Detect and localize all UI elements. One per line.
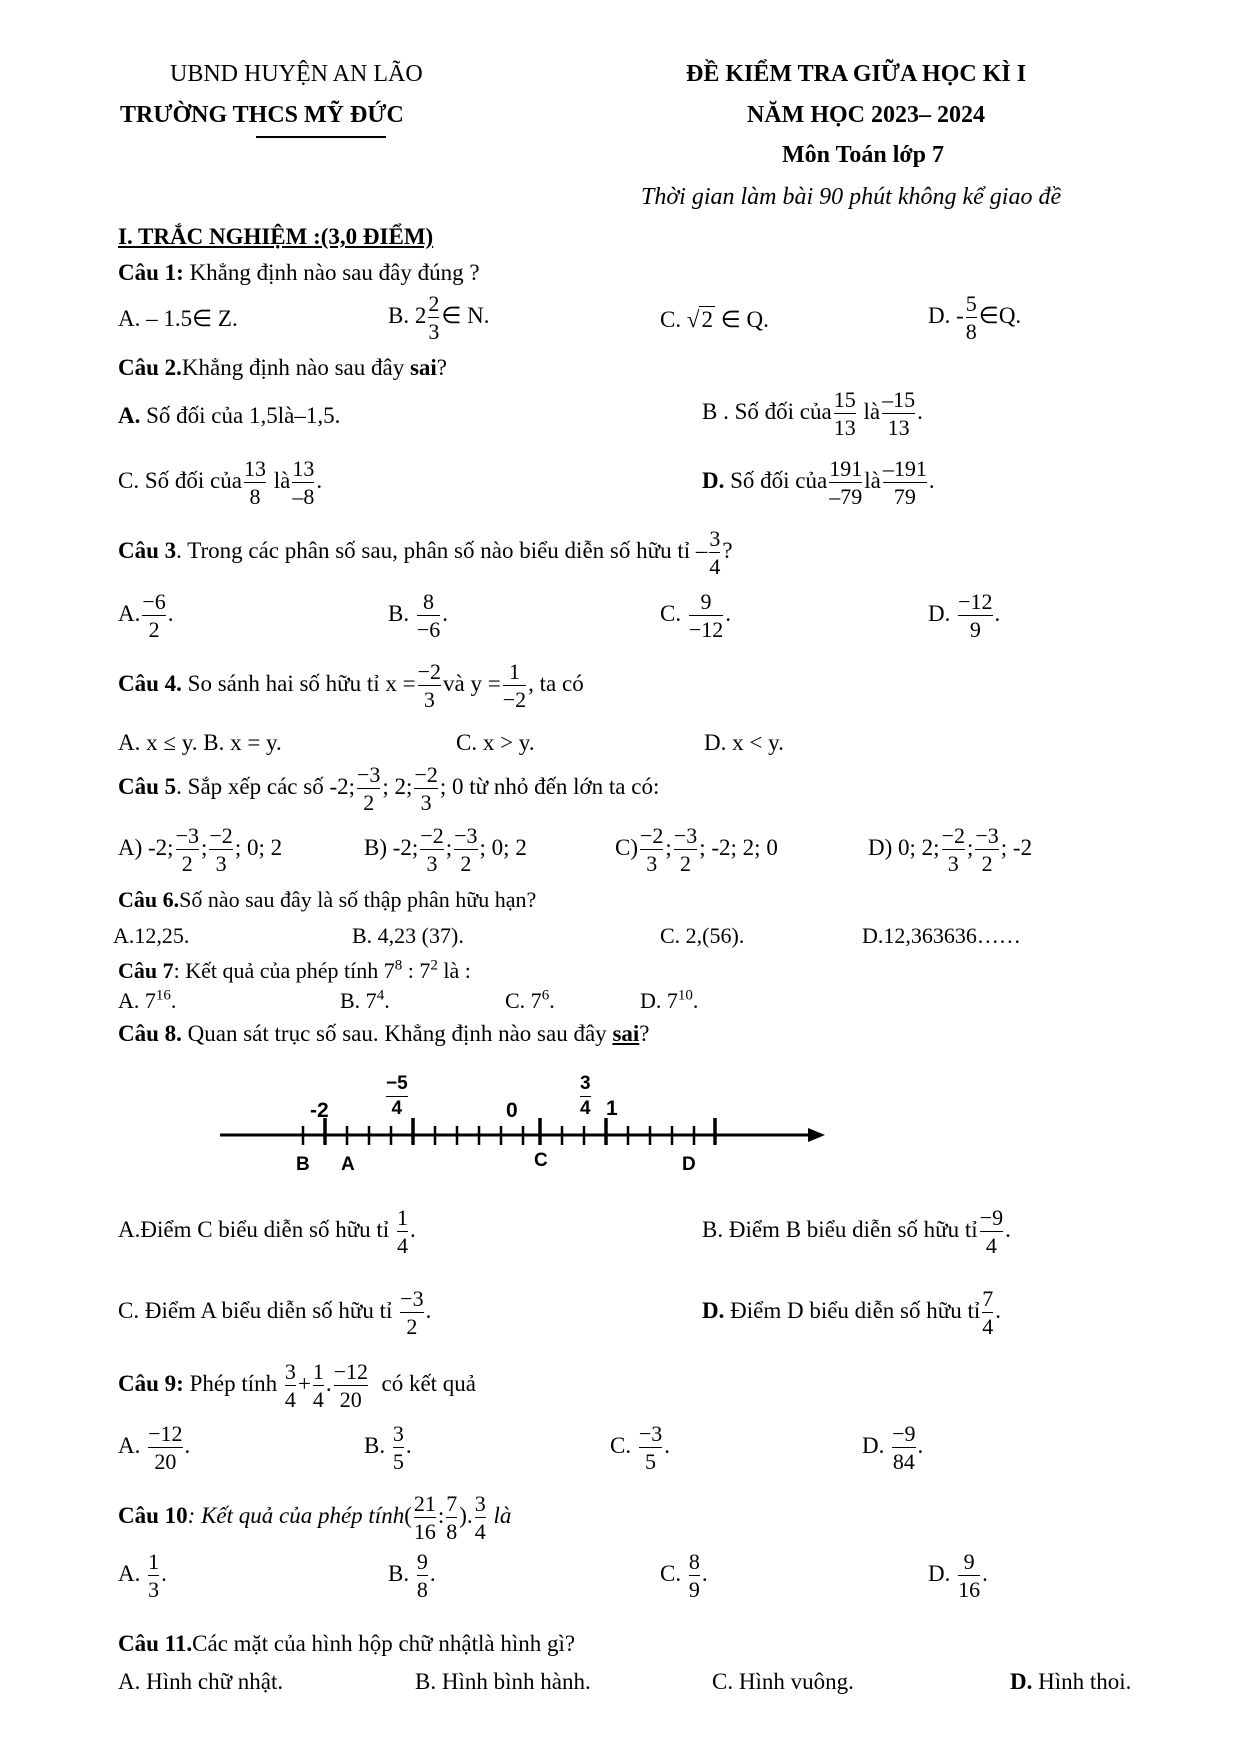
- q1-option-d: D. - $\frac{5}{8}$ ∈Q.: [928, 291, 1022, 345]
- number-line-arrow: [808, 1128, 825, 1142]
- q4-option-c: C. x > y.: [456, 730, 535, 755]
- axis-label-zero: 0: [506, 1099, 518, 1122]
- exam-title: ĐỀ KIỂM TRA GIỮA HỌC KÌ I: [686, 61, 1027, 87]
- q4-option-ab: A. x ≤ y. B. x = y.: [118, 730, 282, 755]
- q7-option-a: A. $7^{16}$.: [118, 987, 177, 1013]
- q5-option-b: B) -2; $\frac{-2}{3}$ ; $\frac{-3}{2}$ ; 0; 2: [364, 823, 527, 877]
- axis-point-D: D: [682, 1154, 696, 1175]
- q2-question: Câu 2.Khẳng định nào sau đây sai?: [118, 355, 448, 380]
- q9-option-c: C. $\frac{-3}{5}$ .: [610, 1421, 671, 1475]
- axis-label-3-4: $\frac{3}{4}$: [580, 1073, 591, 1119]
- q4-option-d: D. x < y.: [704, 730, 784, 755]
- q8-option-c: C. Điểm A biểu diễn số hữu tỉ $\frac{-3}{2}$ .: [118, 1286, 432, 1340]
- q3-question: Câu 3. Trong các phân số sau, phân số nào biểu diễn số hữu tỉ – $\frac{3}{4}$ ?: [118, 526, 733, 580]
- q10-option-b: B. $\frac{9}{8}$ .: [388, 1549, 436, 1603]
- district-name: UBND HUYỆN AN LÃO: [170, 61, 423, 87]
- axis-label-minus-2: -2: [310, 1099, 329, 1122]
- q1-option-a: A. – 1.5∈ Z.: [118, 306, 238, 331]
- q4-question: Câu 4. So sánh hai số hữu tỉ x = $\frac{-2}{3}$ và y = $\frac{1}{-2}$ , ta có: [118, 659, 584, 713]
- q7-option-b: B. $7^4$.: [340, 987, 390, 1013]
- q10-option-c: C. $\frac{8}{9}$ .: [660, 1549, 708, 1603]
- q9-option-d: D. $\frac{-9}{84}$ .: [862, 1421, 924, 1475]
- axis-point-A: A: [341, 1154, 355, 1175]
- q11-option-b: B. Hình bình hành.: [415, 1669, 591, 1694]
- q1-question: Câu 1: Khẳng định nào sau đây đúng ?: [118, 260, 480, 285]
- school-year: NĂM HỌC 2023– 2024: [747, 102, 985, 128]
- q6-option-c: C. 2,(56).: [660, 923, 745, 948]
- q2-option-d: D. Số đối của $\frac{191}{-79}$ là $\frac{-191}{79}$ .: [702, 456, 935, 510]
- q5-option-d: D) 0; 2; $\frac{-2}{3}$ ; $\frac{-3}{2}$ ; -2: [868, 823, 1033, 877]
- q2-option-c: C. Số đối của $\frac{13}{8}$ là $\frac{13}{-8}$ .: [118, 456, 323, 510]
- q11-option-d: D. Hình thoi.: [1010, 1669, 1132, 1694]
- q3-option-a: A. $\frac{-6}{2}$ .: [118, 589, 174, 643]
- q10-option-d: D. $\frac{9}{16}$ .: [928, 1549, 988, 1603]
- axis-label-one: 1: [606, 1097, 618, 1120]
- q9-option-a: A. $\frac{-12}{20}$ .: [118, 1421, 191, 1475]
- q8-option-b: B. Điểm B biểu diễn số hữu tỉ $\frac{-9}{4}$ .: [702, 1205, 1011, 1259]
- q6-option-d: D.12,363636……: [862, 923, 1021, 948]
- q8-option-d: D. Điểm D biểu diễn số hữu tỉ $\frac{7}{4}$ .: [702, 1286, 1001, 1340]
- q3-option-c: C. $\frac{9}{-12}$ .: [660, 589, 732, 643]
- q6-question: Câu 6.Số nào sau đây là số thập phân hữu hạn?: [118, 887, 537, 912]
- q11-option-c: C. Hình vuông.: [712, 1669, 854, 1694]
- q9-option-b: B. $\frac{3}{5}$ .: [364, 1421, 412, 1475]
- q10-option-a: A. $\frac{1}{3}$ .: [118, 1549, 167, 1603]
- q3-option-b: B. $\frac{8}{-6}$ .: [388, 589, 449, 643]
- q1-option-b: B. 2 $\frac{2}{3}$ ∈ N.: [388, 291, 490, 345]
- q7-option-d: D. $7^{10}$.: [640, 987, 699, 1013]
- q3-option-d: D. $\frac{-12}{9}$ .: [928, 589, 1001, 643]
- q11-question: Câu 11.Các mặt của hình hộp chữ nhậtlà hình gì?: [118, 1631, 576, 1656]
- section-title: I. TRẮC NGHIỆM :(3,0 ĐIỂM): [118, 224, 434, 249]
- q8-question: Câu 8. Quan sát trục số sau. Khẳng định nào sau đây sai?: [118, 1021, 650, 1046]
- q5-option-c: C) $\frac{-2}{3}$ ; $\frac{-3}{2}$ ; -2; 2; 0: [615, 823, 778, 877]
- q10-question: Câu 10: Kết quả của phép tính( $\frac{21}{16}$ : $\frac{7}{8}$ ). $\frac{3}{4}$ là: [118, 1491, 512, 1545]
- q11-option-a: A. Hình chữ nhật.: [118, 1669, 284, 1694]
- axis-label-minus-5-4: $\frac{-5}{4}$: [386, 1073, 408, 1119]
- subject: Môn Toán lớp 7: [782, 142, 945, 168]
- q9-question: Câu 9: Phép tính $\frac{3}{4}$ + $\frac{1}{4}$ . $\frac{-12}{20}$ có kết quả: [118, 1359, 477, 1413]
- q1-option-c: C. √2 ∈ Q.: [660, 307, 769, 332]
- axis-point-B: B: [296, 1154, 310, 1175]
- q6-option-b: B. 4,23 (37).: [352, 923, 464, 948]
- q5-question: Câu 5. Sắp xếp các số -2; $\frac{-3}{2}$ ; 2; $\frac{-2}{3}$ ; 0 từ nhỏ đến lớn ta có:: [118, 762, 660, 816]
- school-name: TRƯỜNG THCS MỸ ĐỨC: [120, 102, 404, 128]
- number-line-ticks: [303, 1118, 715, 1145]
- axis-point-C: C: [534, 1150, 548, 1171]
- q7-question: Câu 7: Kết quả của phép tính $7^8$ : $7^2$ là :: [118, 957, 471, 983]
- q2-option-b: B . Số đối của $\frac{15}{13}$ là $\frac{-15}{13}$ .: [702, 387, 923, 441]
- q8-option-a: A.Điểm C biểu diễn số hữu tỉ $\frac{1}{4}$ .: [118, 1205, 416, 1259]
- q6-option-a: A.12,25.: [113, 923, 190, 948]
- duration-note: Thời gian làm bài 90 phút không kể giao đề: [641, 184, 1062, 210]
- q5-option-a: A) -2; $\frac{-3}{2}$ ; $\frac{-2}{3}$ ; 0; 2: [118, 823, 283, 877]
- q2-option-a: A. Số đối của 1,5là–1,5.: [118, 403, 341, 428]
- q7-option-c: C. $7^6$.: [505, 987, 555, 1013]
